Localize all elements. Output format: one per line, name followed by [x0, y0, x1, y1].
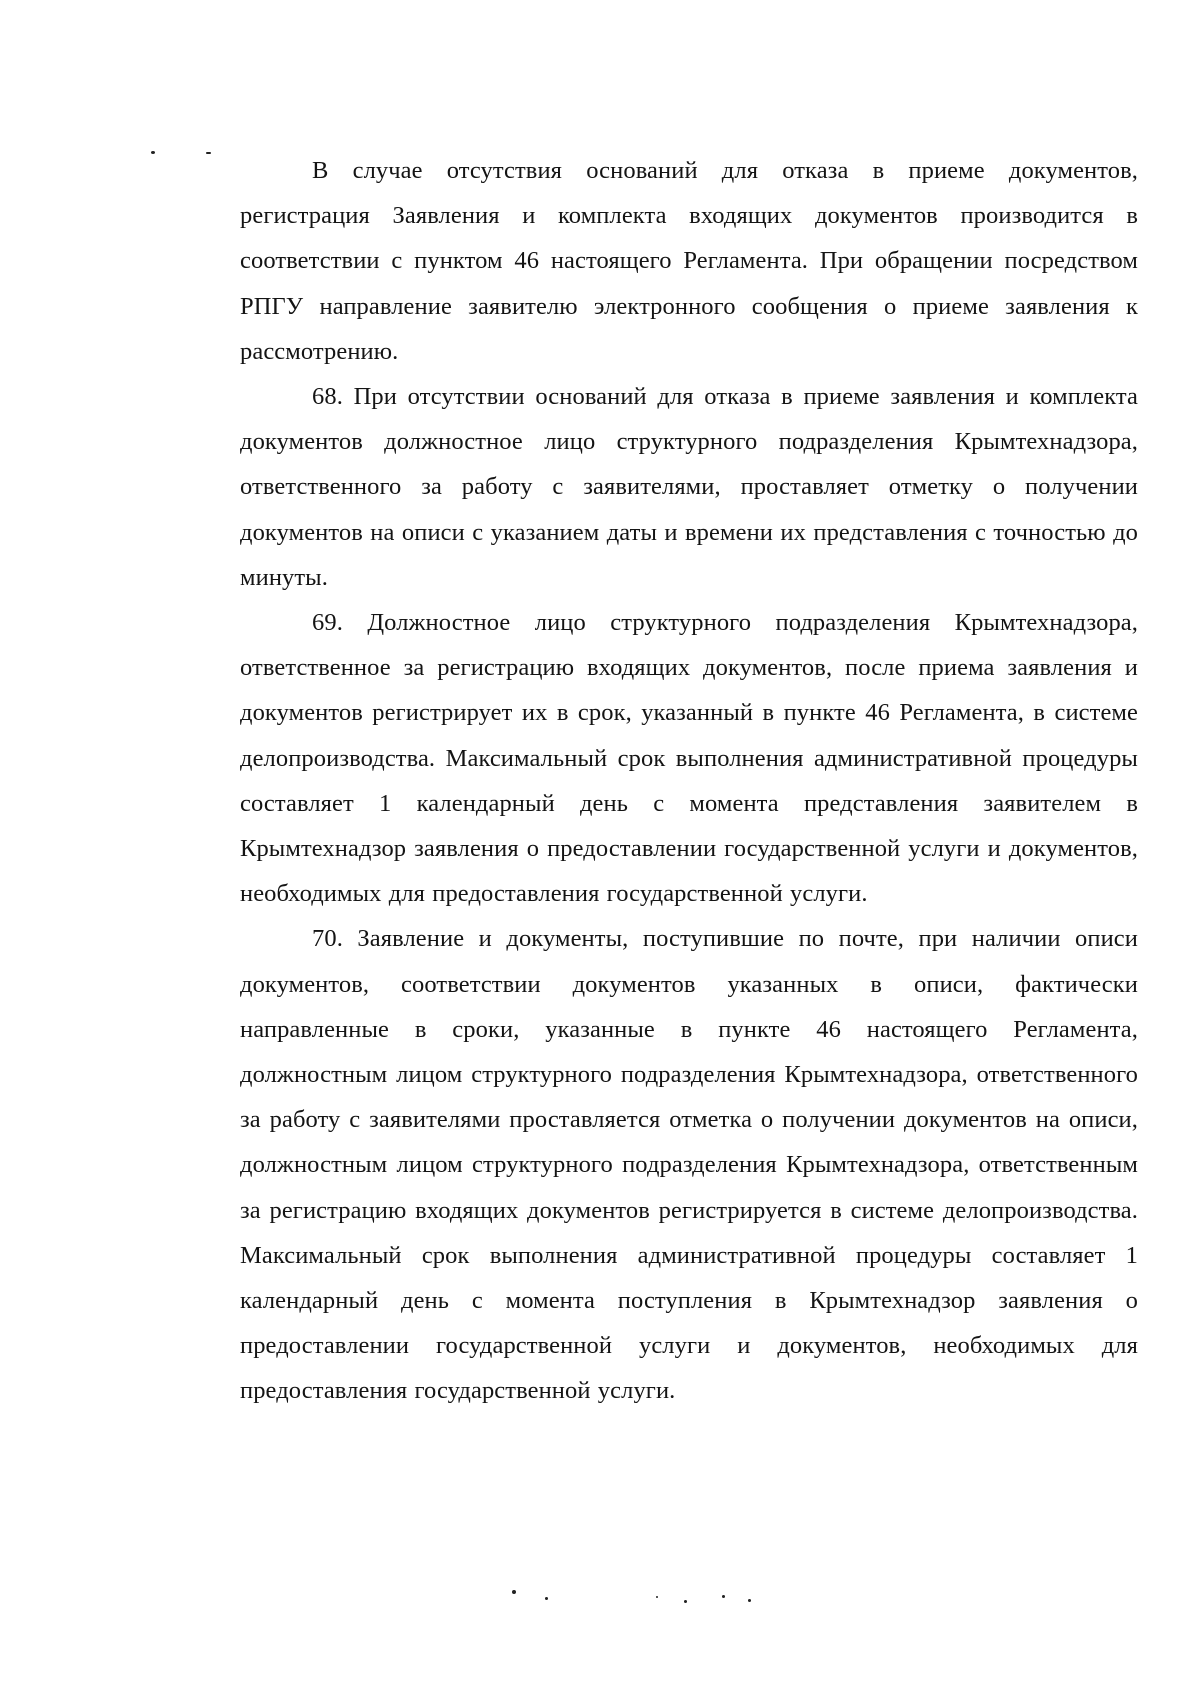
- paragraph-68: 68. При отсутствии оснований для отказа в приеме заявления и комплекта документов должностное лицо структурного подразделения Крымтехнадзора, ответственного за работу с заявителями, проставляет отметку о получении документов на описи с указанием даты и времени их представления с точностью до минуты.: [240, 383, 1138, 591]
- scan-speck: [748, 1599, 751, 1602]
- scan-speck: [545, 1597, 548, 1600]
- scan-speck: [722, 1595, 725, 1598]
- paragraph-intro: В случае отсутствия оснований для отказа в приеме документов, регистрация Заявления и комплекта входящих документов производится в соответствии с пунктом 46 настоящего Регламента. При обращении посредством РПГУ направление заявителю электронного сообщения о приеме заявления к рассмотрению.: [240, 157, 1138, 365]
- scan-speck: [656, 1596, 658, 1598]
- scan-speck: [512, 1590, 516, 1594]
- document-body: [240, 148, 1138, 1414]
- scan-speck: [684, 1600, 687, 1603]
- scan-speck: [151, 151, 155, 154]
- paragraph-69: 69. Должностное лицо структурного подразделения Крымтехнадзора, ответственное за регистрацию входящих документов, после приема заявления и документов регистрирует их в срок, указанный в пункте 46 Регламента, в системе делопроизводства. Максимальный срок выполнения административной процедуры составляет 1 календарный день с момента представления заявителем в Крымтехнадзор заявления о предоставлении государственной услуги и документов, необходимых для предоставления государственной услуги.: [240, 609, 1138, 908]
- scan-speck: [206, 152, 211, 154]
- paragraph-70: 70. Заявление и документы, поступившие по почте, при наличии описи документов, соответствии документов указанных в описи, фактически направленные в сроки, указанные в пункте 46 настоящего Регламента, должностным лицом структурного подразделения Крымтехнадзора, ответственного за работу с заявителями проставляется отметка о получении документов на описи, должностным лицом структурного подразделения Крымтехнадзора, ответственным за регистрацию входящих документов регистрируется в системе делопроизводства. Максимальный срок выполнения административной процедуры составляет 1 календарный день с момента поступления в Крымтехнадзор заявления о предоставлении государственной услуги и документов, необходимых для предоставления государственной услуги.: [240, 925, 1138, 1405]
